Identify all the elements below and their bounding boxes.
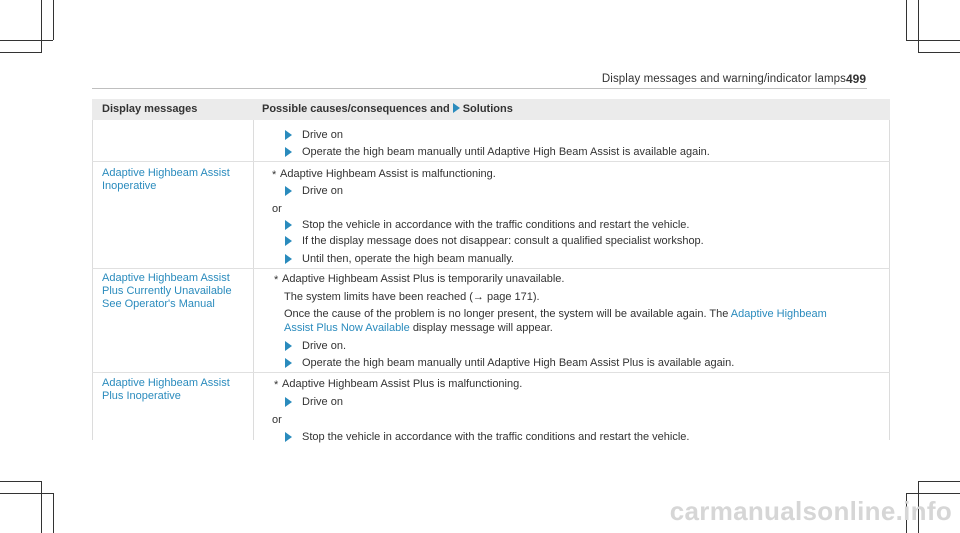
action-bullet-icon [285, 397, 292, 407]
action-bullet-icon [285, 130, 292, 140]
column-header-display-messages: Display messages [102, 103, 198, 115]
crop-mark [906, 0, 907, 40]
crop-mark [918, 0, 919, 52]
display-message: Adaptive Highbeam Assist Inoperative [102, 167, 230, 192]
cause-text: Adaptive Highbeam Assist Plus is malfunctioning. [282, 378, 523, 390]
column-divider [92, 120, 93, 440]
action-text: Drive on [302, 129, 343, 141]
page-number: 499 [845, 72, 866, 86]
crop-mark [53, 0, 54, 40]
or-text: or [272, 414, 282, 426]
action-text: Operate the high beam manually until Adaptive High Beam Assist is available again. [302, 146, 710, 158]
action-bullet-icon [285, 254, 292, 264]
action-text: Drive on [302, 396, 343, 408]
table-header [92, 99, 890, 120]
body-text: The system limits have been reached (→ page 171). [284, 291, 540, 303]
action-text: Drive on [302, 185, 343, 197]
action-bullet-icon [285, 147, 292, 157]
body-text [284, 322, 553, 335]
column-header-causes [262, 103, 513, 115]
column-divider [253, 120, 254, 440]
crop-mark [41, 481, 42, 533]
crop-mark [918, 481, 960, 482]
body-text-part: Once the cause of the problem is no longer present, the system will be available again. The [284, 308, 729, 320]
action-text: Operate the high beam manually until Adaptive High Beam Assist Plus is available again. [302, 357, 735, 369]
arrow-right-icon [453, 103, 460, 113]
crop-mark [41, 0, 42, 52]
body-text-part: display message will appear. [412, 322, 553, 334]
header-rule [92, 88, 867, 89]
messages-table [92, 99, 890, 443]
asterisk: * [274, 274, 279, 286]
action-bullet-icon [285, 432, 292, 442]
cause-text: Adaptive Highbeam Assist is malfunctioning. [280, 168, 496, 180]
watermark: carmanualsonline.info [669, 496, 952, 526]
asterisk: * [272, 169, 277, 181]
inline-message-link[interactable]: Assist Plus Now Available [284, 322, 410, 334]
crop-mark [0, 40, 53, 41]
crop-mark [906, 493, 960, 494]
row-divider [92, 268, 890, 269]
crop-mark [918, 52, 960, 53]
display-message: Adaptive Highbeam Assist Plus Inoperative [102, 377, 230, 402]
column-header-causes-label: Possible causes/consequences and [262, 103, 450, 115]
body-text [284, 308, 827, 321]
display-message: Adaptive Highbeam Assist Plus Currently Unavailable See Operator's Manual [102, 272, 232, 310]
action-bullet-icon [285, 358, 292, 368]
action-text: Stop the vehicle in accordance with the traffic conditions and restart the vehicle. [302, 219, 690, 231]
column-divider [889, 120, 890, 440]
action-text: Drive on. [302, 340, 347, 352]
section-title: Display messages and warning/indicator lamps [601, 73, 846, 85]
crop-mark [0, 481, 42, 482]
cause-text: Adaptive Highbeam Assist Plus is temporarily unavailable. [282, 273, 565, 285]
action-bullet-icon [285, 220, 292, 230]
inline-message-link[interactable]: Adaptive Highbeam [730, 308, 827, 320]
action-text: Stop the vehicle in accordance with the traffic conditions and restart the vehicle. [302, 431, 690, 443]
action-bullet-icon [285, 341, 292, 351]
crop-mark [0, 52, 42, 53]
action-bullet-icon [285, 236, 292, 246]
column-header-solutions-label: Solutions [462, 103, 513, 115]
row-divider [92, 372, 890, 373]
asterisk: * [274, 379, 279, 391]
crop-mark [0, 493, 53, 494]
action-text: Until then, operate the high beam manually. [302, 253, 514, 265]
crop-mark [906, 40, 960, 41]
action-text: If the display message does not disappear: consult a qualified specialist workshop. [302, 235, 704, 247]
row-divider [92, 161, 890, 162]
or-text: or [272, 203, 282, 215]
crop-mark [53, 493, 54, 533]
action-bullet-icon [285, 186, 292, 196]
